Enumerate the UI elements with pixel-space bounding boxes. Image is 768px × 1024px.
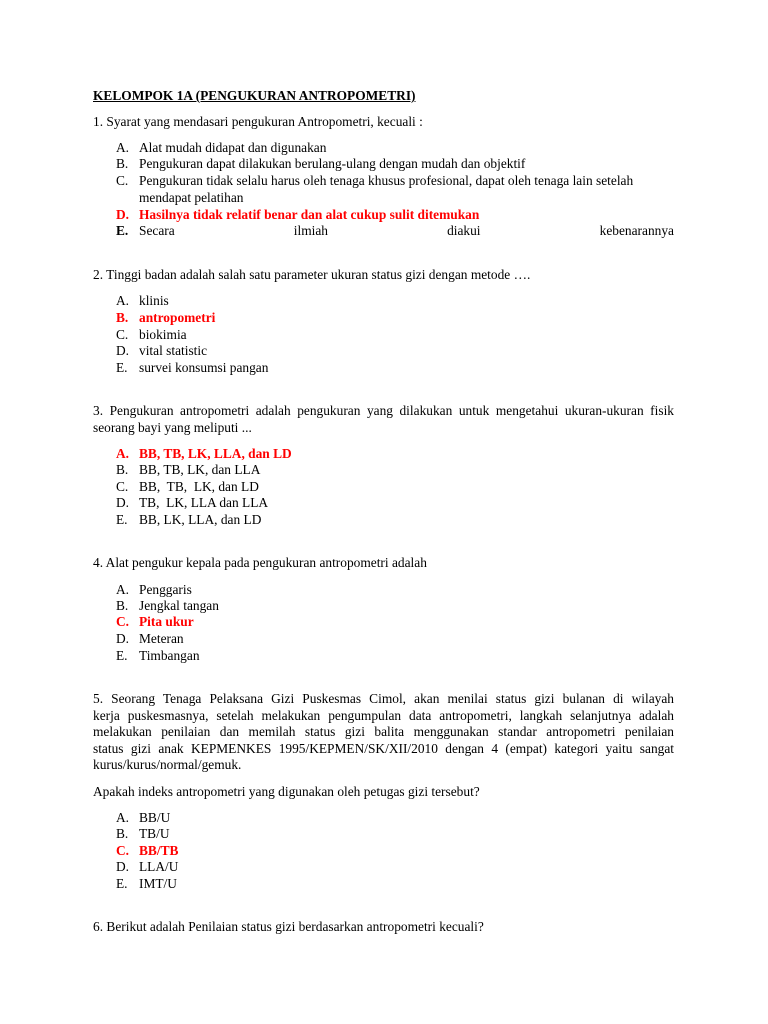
question-2: 2. Tinggi badan adalah salah satu parameter ukuran status gizi dengan metode …. bbox=[93, 267, 531, 282]
document-page: KELOMPOK 1A (PENGUKURAN ANTROPOMETRI) 1. Syarat yang mendasari pengukuran Antropometri, kecuali : A. Alat mudah didapat dan digunakan B. Pengukuran dapat dilakukan berulang-ulang dengan mudah dan objektif C. Pengukuran tidak selalu harus oleh tenaga khusus profesional, dapat oleh tenaga lain setelah mendapat pelatihan D. Hasilnya tidak relatif benar dan alat cukup sulit ditemukan E. Secara ilmiah diakui kebenarannya 2. Tinggi badan adalah salah satu parameter ukuran status gizi dengan metode …. A. klinis B. antropometri C. biokimia D. vital statistic E. survei konsumsi pangan 3. Pengukuran antropometri adalah pengukuran yang dilakukan untuk mengetahui ukuran-ukuran fisik seorang bayi yang meliputi ... A. BB, TB, LK, LLA, dan LD B. BB, TB, LK, dan LLA C. BB, TB, LK, dan LD D. TB, LK, LLA dan LLA E. BB, LK, LLA, dan LD 4. Alat pengukur kepala pada pengukuran antropometri adalah A. Penggaris B. Jengkal tangan C. Pita ukur D. Meteran E. Timbangan 5. Seorang Tenaga Pelaksana Gizi Puskesmas Cimol, akan menilai status gizi bulanan di wilayah kerja puskesmasnya, setelah melakukan pengumpulan data antropometri, langkah selanjutnya adalah melakukan penilaian dan memilah status gizi balita menggunakan standar antropometri penilaian status gizi anak KEPMENKES 1995/KEPMEN/SK/XII/2010 dengan 4 (empat) kategori yaitu sangat kurus/kurus/normal/gemuk. Apakah indeks antropometri yang digunakan oleh petugas gizi tersebut? A. BB/U B. TB/U C. BB/TB D. LLA/U E. IMT/U 6. Berikut adalah Penilaian status gizi berdasarkan antropometri kecuali? bbox=[93, 88, 674, 934]
question-5-line-4: status gizi anak KEPMENKES 1995/KEPMEN/SK/XII/2010 dengan 4 (empat) kategori yaitu sangat bbox=[93, 741, 674, 756]
question-1: 1. Syarat yang mendasari pengukuran Antropometri, kecuali : bbox=[93, 114, 423, 129]
question-4: 4. Alat pengukur kepala pada pengukuran antropometri adalah bbox=[93, 555, 427, 570]
question-6: 6. Berikut adalah Penilaian status gizi berdasarkan antropometri kecuali? bbox=[93, 919, 484, 934]
question-3: 3. Pengukuran antropometri adalah pengukuran yang dilakukan untuk mengetahui ukuran-ukuran fisik bbox=[93, 403, 674, 418]
question-3-continued: seorang bayi yang meliputi ... bbox=[93, 420, 252, 435]
question-5-line-2: kerja puskesmasnya, setelah melakukan pengumpulan data antropometri, langkah selanjutnya adalah bbox=[93, 708, 674, 723]
document-title: KELOMPOK 1A (PENGUKURAN ANTROPOMETRI) bbox=[93, 88, 416, 103]
question-5-line-1: 5. Seorang Tenaga Pelaksana Gizi Puskesmas Cimol, akan menilai status gizi bulanan di wilayah bbox=[93, 691, 674, 706]
question-5-line-3: melakukan penilaian dan memilah status gizi balita menggunakan standar antropometri penilaian bbox=[93, 724, 674, 739]
question-5-line-5: kurus/kurus/normal/gemuk. bbox=[93, 757, 242, 772]
question-5-prompt: Apakah indeks antropometri yang digunakan oleh petugas gizi tersebut? bbox=[93, 784, 480, 799]
